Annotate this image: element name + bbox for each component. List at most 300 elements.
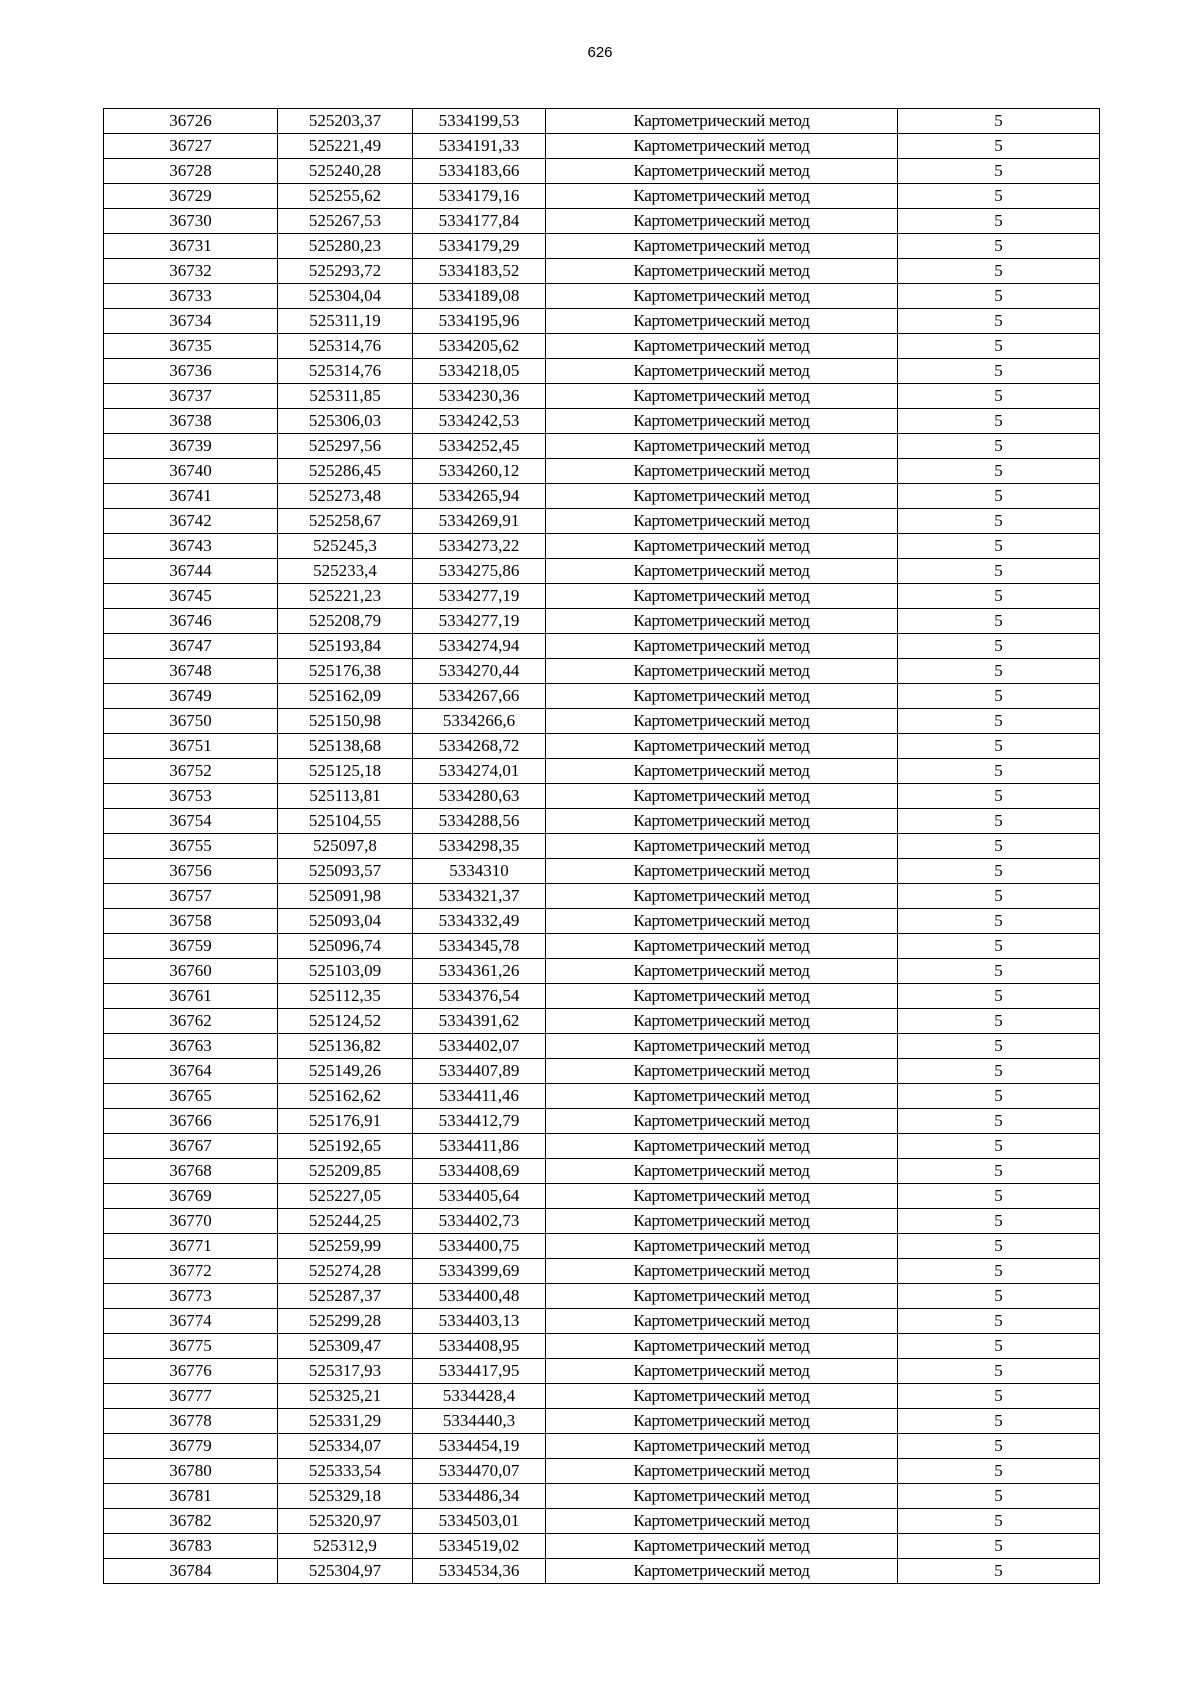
- point-number-cell: 36773: [104, 1284, 278, 1309]
- method-cell: Картометрический метод: [546, 509, 898, 534]
- method-cell: Картометрический метод: [546, 784, 898, 809]
- x-coordinate-cell: 525245,3: [278, 534, 413, 559]
- point-number-cell: 36738: [104, 409, 278, 434]
- y-coordinate-cell: 5334179,16: [413, 184, 546, 209]
- accuracy-cell: 5: [898, 759, 1100, 784]
- accuracy-cell: 5: [898, 284, 1100, 309]
- point-number-cell: 36779: [104, 1434, 278, 1459]
- table-row: [104, 334, 1100, 359]
- accuracy-cell: 5: [898, 534, 1100, 559]
- method-cell: Картометрический метод: [546, 1559, 898, 1584]
- x-coordinate-cell: 525255,62: [278, 184, 413, 209]
- method-cell: Картометрический метод: [546, 284, 898, 309]
- table-row: [104, 1534, 1100, 1559]
- point-number-cell: 36761: [104, 984, 278, 1009]
- x-coordinate-cell: 525325,21: [278, 1384, 413, 1409]
- method-cell: Картометрический метод: [546, 434, 898, 459]
- y-coordinate-cell: 5334402,73: [413, 1209, 546, 1234]
- y-coordinate-cell: 5334400,75: [413, 1234, 546, 1259]
- accuracy-cell: 5: [898, 784, 1100, 809]
- y-coordinate-cell: 5334470,07: [413, 1459, 546, 1484]
- method-cell: Картометрический метод: [546, 759, 898, 784]
- x-coordinate-cell: 525112,35: [278, 984, 413, 1009]
- accuracy-cell: 5: [898, 734, 1100, 759]
- x-coordinate-cell: 525162,62: [278, 1084, 413, 1109]
- y-coordinate-cell: 5334376,54: [413, 984, 546, 1009]
- x-coordinate-cell: 525233,4: [278, 559, 413, 584]
- point-number-cell: 36742: [104, 509, 278, 534]
- table-row: [104, 1434, 1100, 1459]
- accuracy-cell: 5: [898, 1234, 1100, 1259]
- method-cell: Картометрический метод: [546, 1084, 898, 1109]
- y-coordinate-cell: 5334179,29: [413, 234, 546, 259]
- accuracy-cell: 5: [898, 634, 1100, 659]
- table-row: [104, 209, 1100, 234]
- point-number-cell: 36781: [104, 1484, 278, 1509]
- point-number-cell: 36769: [104, 1184, 278, 1209]
- x-coordinate-cell: 525287,37: [278, 1284, 413, 1309]
- table-row: [104, 1059, 1100, 1084]
- table-row: [104, 1109, 1100, 1134]
- table-row: [104, 159, 1100, 184]
- point-number-cell: 36735: [104, 334, 278, 359]
- method-cell: Картометрический метод: [546, 484, 898, 509]
- accuracy-cell: 5: [898, 509, 1100, 534]
- y-coordinate-cell: 5334260,12: [413, 459, 546, 484]
- table-row: [104, 934, 1100, 959]
- point-number-cell: 36765: [104, 1084, 278, 1109]
- y-coordinate-cell: 5334298,35: [413, 834, 546, 859]
- method-cell: Картометрический метод: [546, 209, 898, 234]
- table-row: [104, 184, 1100, 209]
- method-cell: Картометрический метод: [546, 709, 898, 734]
- point-number-cell: 36758: [104, 909, 278, 934]
- x-coordinate-cell: 525104,55: [278, 809, 413, 834]
- method-cell: Картометрический метод: [546, 659, 898, 684]
- accuracy-cell: 5: [898, 1409, 1100, 1434]
- y-coordinate-cell: 5334310: [413, 859, 546, 884]
- y-coordinate-cell: 5334195,96: [413, 309, 546, 334]
- x-coordinate-cell: 525311,19: [278, 309, 413, 334]
- point-number-cell: 36759: [104, 934, 278, 959]
- accuracy-cell: 5: [898, 559, 1100, 584]
- method-cell: Картометрический метод: [546, 459, 898, 484]
- table-row: [104, 759, 1100, 784]
- y-coordinate-cell: 5334428,4: [413, 1384, 546, 1409]
- y-coordinate-cell: 5334411,46: [413, 1084, 546, 1109]
- point-number-cell: 36763: [104, 1034, 278, 1059]
- x-coordinate-cell: 525227,05: [278, 1184, 413, 1209]
- accuracy-cell: 5: [898, 1159, 1100, 1184]
- x-coordinate-cell: 525124,52: [278, 1009, 413, 1034]
- table-row: [104, 709, 1100, 734]
- point-number-cell: 36734: [104, 309, 278, 334]
- point-number-cell: 36751: [104, 734, 278, 759]
- y-coordinate-cell: 5334205,62: [413, 334, 546, 359]
- point-number-cell: 36778: [104, 1409, 278, 1434]
- accuracy-cell: 5: [898, 1284, 1100, 1309]
- method-cell: Картометрический метод: [546, 1109, 898, 1134]
- y-coordinate-cell: 5334199,53: [413, 109, 546, 134]
- accuracy-cell: 5: [898, 1384, 1100, 1409]
- y-coordinate-cell: 5334273,22: [413, 534, 546, 559]
- table-row: [104, 1209, 1100, 1234]
- point-number-cell: 36755: [104, 834, 278, 859]
- y-coordinate-cell: 5334454,19: [413, 1434, 546, 1459]
- coordinates-table: [103, 108, 1100, 1584]
- y-coordinate-cell: 5334411,86: [413, 1134, 546, 1159]
- y-coordinate-cell: 5334399,69: [413, 1259, 546, 1284]
- method-cell: Картометрический метод: [546, 884, 898, 909]
- method-cell: Картометрический метод: [546, 309, 898, 334]
- table-row: [104, 409, 1100, 434]
- accuracy-cell: 5: [898, 1359, 1100, 1384]
- point-number-cell: 36780: [104, 1459, 278, 1484]
- y-coordinate-cell: 5334407,89: [413, 1059, 546, 1084]
- y-coordinate-cell: 5334183,66: [413, 159, 546, 184]
- x-coordinate-cell: 525286,45: [278, 459, 413, 484]
- table-row: [104, 509, 1100, 534]
- method-cell: Картометрический метод: [546, 1359, 898, 1384]
- point-number-cell: 36770: [104, 1209, 278, 1234]
- accuracy-cell: 5: [898, 1484, 1100, 1509]
- point-number-cell: 36775: [104, 1334, 278, 1359]
- accuracy-cell: 5: [898, 1559, 1100, 1584]
- accuracy-cell: 5: [898, 484, 1100, 509]
- y-coordinate-cell: 5334332,49: [413, 909, 546, 934]
- point-number-cell: 36757: [104, 884, 278, 909]
- method-cell: Картометрический метод: [546, 234, 898, 259]
- x-coordinate-cell: 525306,03: [278, 409, 413, 434]
- point-number-cell: 36726: [104, 109, 278, 134]
- point-number-cell: 36753: [104, 784, 278, 809]
- table-row: [104, 884, 1100, 909]
- table-row: [104, 309, 1100, 334]
- y-coordinate-cell: 5334519,02: [413, 1534, 546, 1559]
- y-coordinate-cell: 5334412,79: [413, 1109, 546, 1134]
- accuracy-cell: 5: [898, 1009, 1100, 1034]
- accuracy-cell: 5: [898, 459, 1100, 484]
- accuracy-cell: 5: [898, 1459, 1100, 1484]
- y-coordinate-cell: 5334183,52: [413, 259, 546, 284]
- method-cell: Картометрический метод: [546, 734, 898, 759]
- accuracy-cell: 5: [898, 1259, 1100, 1284]
- method-cell: Картометрический метод: [546, 184, 898, 209]
- method-cell: Картометрический метод: [546, 1059, 898, 1084]
- table-row: [104, 834, 1100, 859]
- x-coordinate-cell: 525280,23: [278, 234, 413, 259]
- y-coordinate-cell: 5334277,19: [413, 584, 546, 609]
- accuracy-cell: 5: [898, 934, 1100, 959]
- accuracy-cell: 5: [898, 659, 1100, 684]
- point-number-cell: 36771: [104, 1234, 278, 1259]
- table-body: [104, 109, 1100, 1584]
- point-number-cell: 36730: [104, 209, 278, 234]
- x-coordinate-cell: 525259,99: [278, 1234, 413, 1259]
- method-cell: Картометрический метод: [546, 409, 898, 434]
- y-coordinate-cell: 5334265,94: [413, 484, 546, 509]
- y-coordinate-cell: 5334408,69: [413, 1159, 546, 1184]
- x-coordinate-cell: 525093,57: [278, 859, 413, 884]
- x-coordinate-cell: 525192,65: [278, 1134, 413, 1159]
- point-number-cell: 36783: [104, 1534, 278, 1559]
- y-coordinate-cell: 5334277,19: [413, 609, 546, 634]
- method-cell: Картометрический метод: [546, 634, 898, 659]
- x-coordinate-cell: 525221,23: [278, 584, 413, 609]
- table-row: [104, 1334, 1100, 1359]
- y-coordinate-cell: 5334275,86: [413, 559, 546, 584]
- point-number-cell: 36777: [104, 1384, 278, 1409]
- point-number-cell: 36768: [104, 1159, 278, 1184]
- y-coordinate-cell: 5334266,6: [413, 709, 546, 734]
- point-number-cell: 36745: [104, 584, 278, 609]
- method-cell: Картометрический метод: [546, 1409, 898, 1434]
- table-row: [104, 909, 1100, 934]
- method-cell: Картометрический метод: [546, 134, 898, 159]
- x-coordinate-cell: 525176,38: [278, 659, 413, 684]
- table-row: [104, 984, 1100, 1009]
- y-coordinate-cell: 5334503,01: [413, 1509, 546, 1534]
- point-number-cell: 36744: [104, 559, 278, 584]
- x-coordinate-cell: 525221,49: [278, 134, 413, 159]
- point-number-cell: 36782: [104, 1509, 278, 1534]
- accuracy-cell: 5: [898, 1509, 1100, 1534]
- x-coordinate-cell: 525193,84: [278, 634, 413, 659]
- table-row: [104, 659, 1100, 684]
- y-coordinate-cell: 5334391,62: [413, 1009, 546, 1034]
- x-coordinate-cell: 525209,85: [278, 1159, 413, 1184]
- table-row: [104, 1009, 1100, 1034]
- accuracy-cell: 5: [898, 1534, 1100, 1559]
- y-coordinate-cell: 5334267,66: [413, 684, 546, 709]
- x-coordinate-cell: 525096,74: [278, 934, 413, 959]
- method-cell: Картометрический метод: [546, 584, 898, 609]
- method-cell: Картометрический метод: [546, 1184, 898, 1209]
- x-coordinate-cell: 525297,56: [278, 434, 413, 459]
- table-row: [104, 1459, 1100, 1484]
- y-coordinate-cell: 5334230,36: [413, 384, 546, 409]
- table-row: [104, 1084, 1100, 1109]
- method-cell: Картометрический метод: [546, 109, 898, 134]
- accuracy-cell: 5: [898, 434, 1100, 459]
- accuracy-cell: 5: [898, 709, 1100, 734]
- x-coordinate-cell: 525317,93: [278, 1359, 413, 1384]
- method-cell: Картометрический метод: [546, 259, 898, 284]
- table-row: [104, 459, 1100, 484]
- point-number-cell: 36739: [104, 434, 278, 459]
- accuracy-cell: 5: [898, 1134, 1100, 1159]
- y-coordinate-cell: 5334218,05: [413, 359, 546, 384]
- y-coordinate-cell: 5334417,95: [413, 1359, 546, 1384]
- table-row: [104, 734, 1100, 759]
- method-cell: Картометрический метод: [546, 1209, 898, 1234]
- method-cell: Картометрический метод: [546, 909, 898, 934]
- method-cell: Картометрический метод: [546, 559, 898, 584]
- x-coordinate-cell: 525125,18: [278, 759, 413, 784]
- x-coordinate-cell: 525311,85: [278, 384, 413, 409]
- x-coordinate-cell: 525103,09: [278, 959, 413, 984]
- y-coordinate-cell: 5334405,64: [413, 1184, 546, 1209]
- accuracy-cell: 5: [898, 1434, 1100, 1459]
- point-number-cell: 36733: [104, 284, 278, 309]
- point-number-cell: 36747: [104, 634, 278, 659]
- accuracy-cell: 5: [898, 1334, 1100, 1359]
- method-cell: Картометрический метод: [546, 1384, 898, 1409]
- x-coordinate-cell: 525138,68: [278, 734, 413, 759]
- method-cell: Картометрический метод: [546, 1459, 898, 1484]
- method-cell: Картометрический метод: [546, 384, 898, 409]
- point-number-cell: 36741: [104, 484, 278, 509]
- table-row: [104, 1159, 1100, 1184]
- y-coordinate-cell: 5334189,08: [413, 284, 546, 309]
- table-row: [104, 109, 1100, 134]
- point-number-cell: 36766: [104, 1109, 278, 1134]
- point-number-cell: 36774: [104, 1309, 278, 1334]
- accuracy-cell: 5: [898, 259, 1100, 284]
- x-coordinate-cell: 525314,76: [278, 334, 413, 359]
- method-cell: Картометрический метод: [546, 1534, 898, 1559]
- x-coordinate-cell: 525331,29: [278, 1409, 413, 1434]
- accuracy-cell: 5: [898, 409, 1100, 434]
- table-row: [104, 434, 1100, 459]
- point-number-cell: 36776: [104, 1359, 278, 1384]
- x-coordinate-cell: 525273,48: [278, 484, 413, 509]
- x-coordinate-cell: 525320,97: [278, 1509, 413, 1534]
- table-row: [104, 1034, 1100, 1059]
- method-cell: Картометрический метод: [546, 1509, 898, 1534]
- table-row: [104, 1184, 1100, 1209]
- table-row: [104, 784, 1100, 809]
- x-coordinate-cell: 525149,26: [278, 1059, 413, 1084]
- accuracy-cell: 5: [898, 384, 1100, 409]
- point-number-cell: 36743: [104, 534, 278, 559]
- y-coordinate-cell: 5334274,94: [413, 634, 546, 659]
- x-coordinate-cell: 525258,67: [278, 509, 413, 534]
- table-row: [104, 1259, 1100, 1284]
- y-coordinate-cell: 5334269,91: [413, 509, 546, 534]
- point-number-cell: 36732: [104, 259, 278, 284]
- table-row: [104, 559, 1100, 584]
- y-coordinate-cell: 5334177,84: [413, 209, 546, 234]
- x-coordinate-cell: 525329,18: [278, 1484, 413, 1509]
- table-row: [104, 634, 1100, 659]
- point-number-cell: 36736: [104, 359, 278, 384]
- table-row: [104, 259, 1100, 284]
- y-coordinate-cell: 5334345,78: [413, 934, 546, 959]
- x-coordinate-cell: 525176,91: [278, 1109, 413, 1134]
- method-cell: Картометрический метод: [546, 1234, 898, 1259]
- y-coordinate-cell: 5334361,26: [413, 959, 546, 984]
- y-coordinate-cell: 5334252,45: [413, 434, 546, 459]
- table-row: [104, 609, 1100, 634]
- accuracy-cell: 5: [898, 909, 1100, 934]
- table-row: [104, 859, 1100, 884]
- accuracy-cell: 5: [898, 184, 1100, 209]
- point-number-cell: 36740: [104, 459, 278, 484]
- y-coordinate-cell: 5334534,36: [413, 1559, 546, 1584]
- y-coordinate-cell: 5334270,44: [413, 659, 546, 684]
- point-number-cell: 36784: [104, 1559, 278, 1584]
- y-coordinate-cell: 5334486,34: [413, 1484, 546, 1509]
- y-coordinate-cell: 5334274,01: [413, 759, 546, 784]
- table-row: [104, 284, 1100, 309]
- accuracy-cell: 5: [898, 134, 1100, 159]
- table-row: [104, 484, 1100, 509]
- table-row: [104, 684, 1100, 709]
- point-number-cell: 36729: [104, 184, 278, 209]
- y-coordinate-cell: 5334321,37: [413, 884, 546, 909]
- accuracy-cell: 5: [898, 309, 1100, 334]
- accuracy-cell: 5: [898, 1109, 1100, 1134]
- point-number-cell: 36772: [104, 1259, 278, 1284]
- accuracy-cell: 5: [898, 584, 1100, 609]
- point-number-cell: 36762: [104, 1009, 278, 1034]
- x-coordinate-cell: 525333,54: [278, 1459, 413, 1484]
- point-number-cell: 36760: [104, 959, 278, 984]
- x-coordinate-cell: 525091,98: [278, 884, 413, 909]
- table-row: [104, 1409, 1100, 1434]
- point-number-cell: 36731: [104, 234, 278, 259]
- y-coordinate-cell: 5334408,95: [413, 1334, 546, 1359]
- table-row: [104, 1309, 1100, 1334]
- method-cell: Картометрический метод: [546, 1484, 898, 1509]
- x-coordinate-cell: 525097,8: [278, 834, 413, 859]
- x-coordinate-cell: 525274,28: [278, 1259, 413, 1284]
- accuracy-cell: 5: [898, 959, 1100, 984]
- accuracy-cell: 5: [898, 1084, 1100, 1109]
- accuracy-cell: 5: [898, 1209, 1100, 1234]
- x-coordinate-cell: 525240,28: [278, 159, 413, 184]
- x-coordinate-cell: 525312,9: [278, 1534, 413, 1559]
- method-cell: Картометрический метод: [546, 1259, 898, 1284]
- method-cell: Картометрический метод: [546, 684, 898, 709]
- y-coordinate-cell: 5334288,56: [413, 809, 546, 834]
- method-cell: Картометрический метод: [546, 934, 898, 959]
- x-coordinate-cell: 525162,09: [278, 684, 413, 709]
- method-cell: Картометрический метод: [546, 1309, 898, 1334]
- y-coordinate-cell: 5334403,13: [413, 1309, 546, 1334]
- table-row: [104, 1509, 1100, 1534]
- table-row: [104, 584, 1100, 609]
- method-cell: Картометрический метод: [546, 959, 898, 984]
- point-number-cell: 36737: [104, 384, 278, 409]
- table-row: [104, 1484, 1100, 1509]
- accuracy-cell: 5: [898, 984, 1100, 1009]
- table-row: [104, 1284, 1100, 1309]
- method-cell: Картометрический метод: [546, 984, 898, 1009]
- method-cell: Картометрический метод: [546, 609, 898, 634]
- x-coordinate-cell: 525304,97: [278, 1559, 413, 1584]
- x-coordinate-cell: 525113,81: [278, 784, 413, 809]
- point-number-cell: 36750: [104, 709, 278, 734]
- x-coordinate-cell: 525208,79: [278, 609, 413, 634]
- x-coordinate-cell: 525136,82: [278, 1034, 413, 1059]
- accuracy-cell: 5: [898, 1309, 1100, 1334]
- point-number-cell: 36752: [104, 759, 278, 784]
- y-coordinate-cell: 5334191,33: [413, 134, 546, 159]
- y-coordinate-cell: 5334242,53: [413, 409, 546, 434]
- y-coordinate-cell: 5334402,07: [413, 1034, 546, 1059]
- point-number-cell: 36756: [104, 859, 278, 884]
- accuracy-cell: 5: [898, 809, 1100, 834]
- accuracy-cell: 5: [898, 209, 1100, 234]
- method-cell: Картометрический метод: [546, 834, 898, 859]
- x-coordinate-cell: 525203,37: [278, 109, 413, 134]
- table-row: [104, 534, 1100, 559]
- table-row: [104, 1559, 1100, 1584]
- table-row: [104, 359, 1100, 384]
- method-cell: Картометрический метод: [546, 159, 898, 184]
